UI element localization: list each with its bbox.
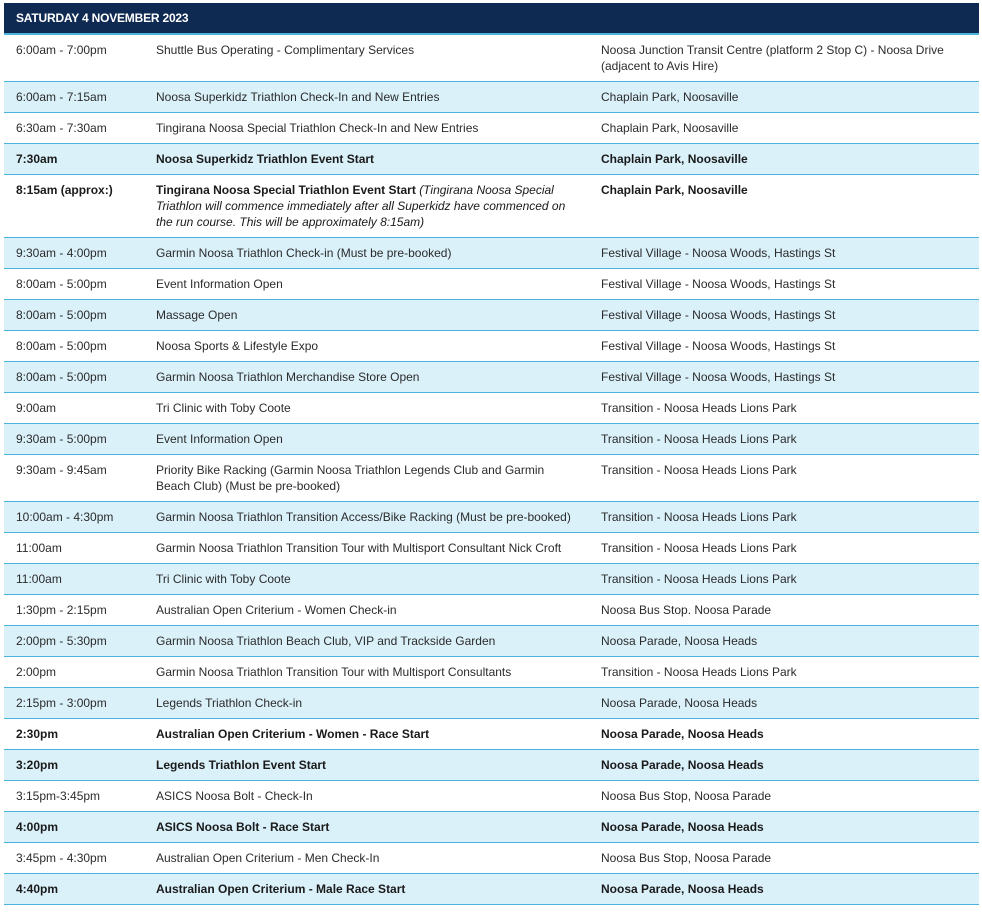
row-event: [150, 657, 589, 688]
row-location: Chaplain Park, Noosaville: [589, 82, 979, 113]
schedule-table: [4, 3, 979, 905]
row-event: [150, 781, 589, 812]
row-location: Transition - Noosa Heads Lions Park: [589, 657, 979, 688]
row-event-title: Noosa Sports & Lifestyle Expo: [156, 339, 319, 353]
row-location: Noosa Parade, Noosa Heads: [589, 750, 979, 781]
row-event: [150, 564, 589, 595]
row-location: Noosa Parade, Noosa Heads: [589, 626, 979, 657]
row-event: [150, 34, 589, 82]
row-location: Transition - Noosa Heads Lions Park: [589, 393, 979, 424]
row-event: [150, 455, 589, 502]
schedule-row: [4, 688, 979, 719]
row-event-title: ASICS Noosa Bolt - Race Start: [156, 820, 330, 834]
schedule-row: [4, 424, 979, 455]
row-event-title: Tri Clinic with Toby Coote: [156, 572, 291, 586]
row-time: 3:15pm-3:45pm: [4, 781, 150, 812]
row-event-title: Tri Clinic with Toby Coote: [156, 401, 291, 415]
row-event: [150, 502, 589, 533]
row-time: 2:30pm: [4, 719, 150, 750]
row-time: 3:45pm - 4:30pm: [4, 843, 150, 874]
row-time: 6:00am - 7:15am: [4, 82, 150, 113]
schedule-row: [4, 874, 979, 905]
schedule-row: [4, 719, 979, 750]
row-time: 8:00am - 5:00pm: [4, 362, 150, 393]
schedule-row: [4, 502, 979, 533]
row-event: [150, 719, 589, 750]
row-event: [150, 750, 589, 781]
row-event-title: Event Information Open: [156, 432, 283, 446]
row-time: 9:30am - 5:00pm: [4, 424, 150, 455]
schedule-body: [4, 34, 979, 905]
schedule-row: [4, 362, 979, 393]
row-location: Festival Village - Noosa Woods, Hastings St: [589, 362, 979, 393]
row-location: Chaplain Park, Noosaville: [589, 175, 979, 238]
row-event: [150, 812, 589, 843]
row-location: Transition - Noosa Heads Lions Park: [589, 533, 979, 564]
schedule-row: [4, 269, 979, 300]
row-time: 8:00am - 5:00pm: [4, 269, 150, 300]
row-event-title: Legends Triathlon Event Start: [156, 758, 327, 772]
schedule-row: [4, 626, 979, 657]
schedule-row: [4, 113, 979, 144]
row-time: 2:15pm - 3:00pm: [4, 688, 150, 719]
row-location: Noosa Parade, Noosa Heads: [589, 719, 979, 750]
row-event: [150, 626, 589, 657]
schedule-row: [4, 144, 979, 175]
schedule-row: [4, 455, 979, 502]
row-event: [150, 595, 589, 626]
row-location: Festival Village - Noosa Woods, Hastings St: [589, 238, 979, 269]
row-event-title: Tingirana Noosa Special Triathlon Event Start: [156, 183, 416, 197]
row-time: 3:20pm: [4, 750, 150, 781]
row-event-title: Australian Open Criterium - Women Check-in: [156, 603, 397, 617]
schedule-row: [4, 750, 979, 781]
row-event-title: Garmin Noosa Triathlon Merchandise Store Open: [156, 370, 420, 384]
schedule-row: [4, 564, 979, 595]
schedule-row: [4, 300, 979, 331]
row-location: Noosa Bus Stop, Noosa Parade: [589, 781, 979, 812]
row-event-title: Garmin Noosa Triathlon Beach Club, VIP and Trackside Garden: [156, 634, 496, 648]
schedule-row: [4, 175, 979, 238]
row-event-title: Garmin Noosa Triathlon Transition Tour with Multisport Consultant Nick Croft: [156, 541, 562, 555]
row-event-title: Australian Open Criterium - Men Check-In: [156, 851, 380, 865]
schedule-row: [4, 82, 979, 113]
row-location: Transition - Noosa Heads Lions Park: [589, 502, 979, 533]
row-location: Transition - Noosa Heads Lions Park: [589, 455, 979, 502]
row-event: [150, 424, 589, 455]
row-event: [150, 175, 589, 238]
row-event: [150, 362, 589, 393]
row-event-title: Garmin Noosa Triathlon Check-in (Must be pre-booked): [156, 246, 452, 260]
row-time: 11:00am: [4, 533, 150, 564]
row-location: Festival Village - Noosa Woods, Hastings St: [589, 269, 979, 300]
schedule-row: [4, 533, 979, 564]
row-location: Noosa Bus Stop, Noosa Parade: [589, 843, 979, 874]
row-location: Transition - Noosa Heads Lions Park: [589, 564, 979, 595]
row-time: 9:30am - 4:00pm: [4, 238, 150, 269]
row-time: 4:40pm: [4, 874, 150, 905]
row-event-title: Priority Bike Racking (Garmin Noosa Triathlon Legends Club and Garmin Beach Club) (Must be pre-booked): [156, 463, 545, 493]
row-event-title: Noosa Superkidz Triathlon Check-In and New Entries: [156, 90, 440, 104]
row-time: 10:00am - 4:30pm: [4, 502, 150, 533]
row-event: [150, 113, 589, 144]
schedule-row: [4, 657, 979, 688]
row-event: [150, 300, 589, 331]
row-time: 8:15am (approx:): [4, 175, 150, 238]
row-location: Chaplain Park, Noosaville: [589, 144, 979, 175]
row-time: 2:00pm - 5:30pm: [4, 626, 150, 657]
schedule-row: [4, 34, 979, 82]
row-event-title: Shuttle Bus Operating - Complimentary Services: [156, 43, 415, 57]
row-location: Noosa Bus Stop. Noosa Parade: [589, 595, 979, 626]
row-location: Chaplain Park, Noosaville: [589, 113, 979, 144]
row-time: 8:00am - 5:00pm: [4, 331, 150, 362]
schedule-day-heading: SATURDAY 4 NOVEMBER 2023: [4, 3, 979, 34]
row-time: 9:00am: [4, 393, 150, 424]
schedule-row: [4, 843, 979, 874]
row-event: [150, 82, 589, 113]
row-time: 6:00am - 7:00pm: [4, 34, 150, 82]
row-event: [150, 874, 589, 905]
row-event: [150, 533, 589, 564]
row-event-title: Tingirana Noosa Special Triathlon Check-In and New Entries: [156, 121, 479, 135]
row-event-title: ASICS Noosa Bolt - Check-In: [156, 789, 313, 803]
row-event-title: Noosa Superkidz Triathlon Event Start: [156, 152, 375, 166]
row-event-title: Legends Triathlon Check-in: [156, 696, 303, 710]
row-location: Noosa Parade, Noosa Heads: [589, 812, 979, 843]
row-time: 11:00am: [4, 564, 150, 595]
row-event: [150, 688, 589, 719]
row-event: [150, 331, 589, 362]
row-event: [150, 238, 589, 269]
row-location: Festival Village - Noosa Woods, Hastings St: [589, 331, 979, 362]
row-location: Noosa Parade, Noosa Heads: [589, 874, 979, 905]
row-event-title: Massage Open: [156, 308, 238, 322]
row-time: 6:30am - 7:30am: [4, 113, 150, 144]
row-location: Noosa Parade, Noosa Heads: [589, 688, 979, 719]
row-event: [150, 144, 589, 175]
row-event: [150, 269, 589, 300]
schedule-row: [4, 781, 979, 812]
row-time: 2:00pm: [4, 657, 150, 688]
row-time: 7:30am: [4, 144, 150, 175]
row-location: Transition - Noosa Heads Lions Park: [589, 424, 979, 455]
schedule-row: [4, 393, 979, 424]
row-location: Festival Village - Noosa Woods, Hastings St: [589, 300, 979, 331]
row-event: [150, 393, 589, 424]
row-time: 8:00am - 5:00pm: [4, 300, 150, 331]
schedule-header-row: [4, 3, 979, 34]
row-event-title: Australian Open Criterium - Male Race Start: [156, 882, 406, 896]
schedule-row: [4, 331, 979, 362]
row-time: 4:00pm: [4, 812, 150, 843]
row-event-title: Garmin Noosa Triathlon Transition Tour with Multisport Consultants: [156, 665, 512, 679]
row-event-title: Garmin Noosa Triathlon Transition Access/Bike Racking (Must be pre-booked): [156, 510, 571, 524]
schedule-row: [4, 595, 979, 626]
row-event-title: Event Information Open: [156, 277, 283, 291]
row-event-note: (Tingirana Noosa Special Triathlon will commence immediately after all Superkidz have commenced on the run course. This will be approximately 8:15am): [156, 183, 566, 229]
schedule-row: [4, 238, 979, 269]
row-location: Noosa Junction Transit Centre (platform 2 Stop C) - Noosa Drive (adjacent to Avis Hire): [589, 34, 979, 82]
schedule-row: [4, 812, 979, 843]
row-time: 1:30pm - 2:15pm: [4, 595, 150, 626]
row-time: 9:30am - 9:45am: [4, 455, 150, 502]
row-event-title: Australian Open Criterium - Women - Race Start: [156, 727, 430, 741]
row-event: [150, 843, 589, 874]
